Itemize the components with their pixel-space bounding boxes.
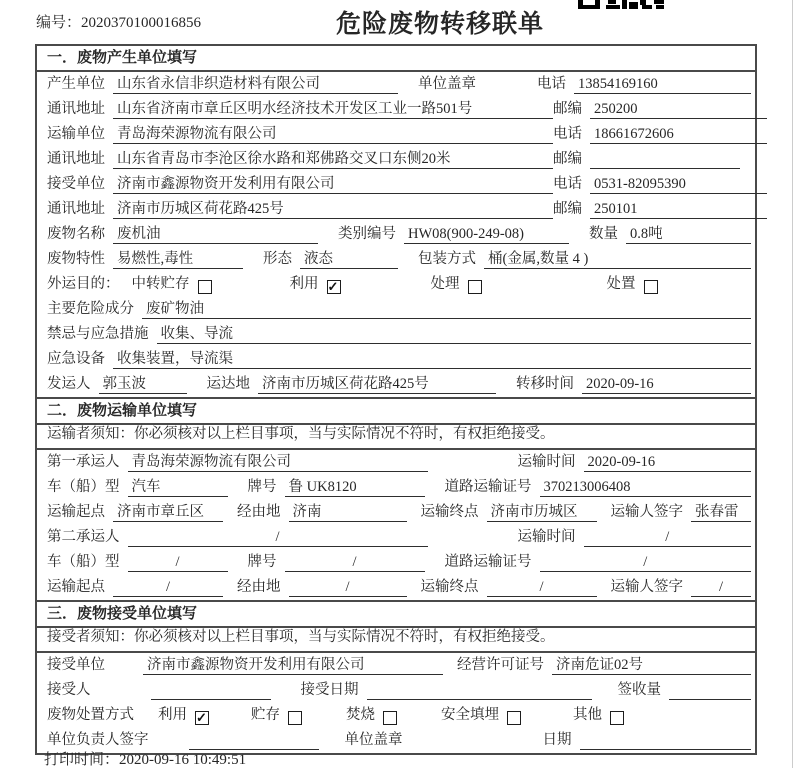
purpose-storage-label: 中转贮存 — [131, 276, 190, 292]
disposal-other-checkbox — [610, 711, 624, 725]
transporter-value: 青岛海荣源物流有限公司 — [113, 125, 553, 144]
row-receiver — [37, 172, 755, 197]
carrier1-value: 青岛海荣源物流有限公司 — [128, 453, 428, 472]
row-accept-unit — [37, 653, 755, 678]
carrier2-permit-value: / — [540, 553, 752, 572]
producer-label: 产生单位 — [47, 76, 105, 92]
packing-value: 桶(金属,数量 4 ) — [484, 250, 751, 269]
purpose-storage-checkbox — [198, 280, 212, 294]
receipt-amount-label: 签收量 — [617, 682, 661, 698]
row-disposal-method — [37, 703, 755, 728]
carrier1-time-value: 2020-09-16 — [584, 453, 752, 472]
carrier1-plate-value: 鲁 UK8120 — [285, 478, 425, 497]
producer-zip-value: 250200 — [590, 100, 767, 119]
form-state-label: 形态 — [263, 251, 292, 267]
accept-date-label: 接受日期 — [300, 682, 359, 698]
carrier1-via-label: 经由地 — [237, 504, 281, 520]
carrier1-permit-label: 道路运输证号 — [444, 479, 532, 495]
row-transporter — [37, 122, 755, 147]
carrier1-sign-label: 运输人签字 — [610, 504, 683, 520]
transfer-date-label: 转移时间 — [516, 376, 574, 392]
form-state-value: 液态 — [300, 250, 398, 269]
carrier1-sign-value: 张春雷 — [691, 503, 751, 522]
carrier1-vehicle-value: 汽车 — [128, 478, 228, 497]
disposal-utilize-label: 利用 — [158, 707, 187, 723]
carrier2-via-label: 经由地 — [237, 579, 281, 595]
row-producer — [37, 72, 755, 97]
license-label: 经营许可证号 — [457, 657, 544, 673]
qr-code-fragment — [578, 0, 664, 9]
receiver-address-label: 通讯地址 — [47, 201, 105, 217]
row-carrier2-route — [37, 575, 755, 600]
quantity-value: 0.8吨 — [626, 225, 751, 244]
carrier2-vehicle-value: / — [128, 553, 228, 572]
carrier1-end-label: 运输终点 — [420, 504, 479, 520]
transporter-zip-value — [590, 150, 740, 169]
row-hazard-component — [37, 297, 755, 322]
receiver-notice-text: 接受者须知：你必须核对以上栏目事项，当与实际情况不符时，有权拒绝接受。 — [47, 629, 555, 645]
row-recipient — [37, 678, 755, 703]
producer-seal-label: 单位盖章 — [418, 76, 476, 92]
disposal-other-label: 其他 — [573, 707, 602, 723]
producer-value: 山东省永信非织造材料有限公司 — [113, 75, 398, 94]
purpose-option-treat — [431, 275, 482, 294]
shipper-label: 发运人 — [47, 376, 91, 392]
manifest-form-table — [35, 44, 757, 755]
waste-name-value: 废机油 — [113, 225, 318, 244]
carrier2-sign-label: 运输人签字 — [610, 579, 683, 595]
producer-phone-value: 13854169160 — [574, 75, 751, 94]
row-producer-address — [37, 97, 755, 122]
producer-address-label: 通讯地址 — [47, 101, 105, 117]
carrier2-via-value: / — [289, 578, 407, 597]
hazard-component-label: 主要危险成分 — [47, 301, 134, 317]
receiver-phone-value: 0531-82095390 — [590, 175, 767, 194]
emergency-equipment-label: 应急设备 — [47, 351, 105, 367]
carrier1-time-label: 运输时间 — [517, 454, 576, 470]
carrier2-vehicle-label: 车（船）型 — [47, 554, 120, 570]
disposal-option-other — [573, 706, 624, 725]
carrier2-label: 第二承运人 — [47, 529, 120, 545]
disposal-storage-checkbox — [288, 711, 302, 725]
carrier1-label: 第一承运人 — [47, 454, 120, 470]
carrier1-via-value: 济南 — [289, 503, 407, 522]
accept-unit-value: 济南市鑫源物资开发利用有限公司 — [143, 656, 443, 675]
section1-title: 一．废物产生单位填写 — [37, 46, 755, 72]
row-carrier2-vehicle — [37, 550, 755, 575]
transporter-phone-value: 18661672606 — [590, 125, 767, 144]
disposal-storage-label: 贮存 — [251, 707, 280, 723]
license-value: 济南危证02号 — [552, 656, 751, 675]
purpose-treat-label: 处理 — [430, 276, 460, 292]
row-transfer-purpose — [37, 272, 755, 297]
sign-date-value — [580, 731, 752, 750]
sign-date-label: 日期 — [542, 732, 572, 748]
category-label: 类别编号 — [338, 226, 396, 242]
row-carrier2 — [37, 525, 755, 550]
row-receiver-address — [37, 197, 755, 222]
carrier2-permit-label: 道路运输证号 — [444, 554, 532, 570]
disposal-utilize-checkbox — [195, 711, 209, 725]
disposal-landfill-label: 安全填埋 — [441, 707, 499, 723]
transporter-label: 运输单位 — [47, 126, 105, 142]
row-transporter-notice — [37, 425, 755, 450]
row-shipper — [37, 372, 755, 397]
document-number-value: 2020370100016856 — [81, 15, 202, 31]
transporter-address-label: 通讯地址 — [47, 151, 105, 167]
producer-zip-label: 邮编 — [553, 101, 582, 117]
row-carrier1 — [37, 450, 755, 475]
carrier2-origin-label: 运输起点 — [47, 579, 105, 595]
print-time — [44, 748, 246, 769]
disposal-method-label: 废物处置方式 — [47, 707, 134, 723]
carrier2-value: / — [128, 528, 428, 547]
row-transporter-address — [37, 147, 755, 172]
category-value: HW08(900-249-08) — [404, 225, 569, 244]
receipt-amount-value — [669, 681, 751, 700]
disposal-option-incinerate — [346, 706, 397, 725]
transporter-address-value: 山东省青岛市李沧区徐水路和郑佛路交叉口东侧20米 — [113, 150, 553, 169]
disposal-option-utilize — [158, 706, 209, 725]
hazard-component-value: 废矿物油 — [142, 300, 751, 319]
transporter-notice-text: 运输者须知：你必须核对以上栏目事项，当与实际情况不符时，有权拒绝接受。 — [47, 426, 555, 442]
row-receiver-notice — [37, 628, 755, 653]
page-edge-line — [792, 0, 793, 768]
destination-label: 运达地 — [206, 376, 250, 392]
purpose-dispose-checkbox — [644, 280, 658, 294]
purpose-utilize-label: 利用 — [289, 276, 319, 292]
carrier1-vehicle-label: 车（船）型 — [47, 479, 120, 495]
carrier2-end-value: / — [487, 578, 597, 597]
print-time-value: 2020-09-16 10:49:51 — [119, 752, 247, 768]
disposal-incinerate-label: 焚烧 — [346, 707, 375, 723]
transporter-zip-label: 邮编 — [553, 151, 582, 167]
accept-date-value — [367, 681, 592, 700]
carrier2-plate-label: 牌号 — [247, 554, 277, 570]
purpose-dispose-label: 处置 — [606, 276, 636, 292]
receiver-value: 济南市鑫源物资开发利用有限公司 — [113, 175, 553, 194]
section2-title: 二．废物运输单位填写 — [37, 397, 755, 425]
carrier2-origin-value: / — [113, 578, 223, 597]
waste-character-value: 易燃性,毒性 — [113, 250, 243, 269]
row-emergency-equipment — [37, 347, 755, 372]
receiver-address-value: 济南市历城区荷花路425号 — [113, 200, 553, 219]
page-title: 危险废物转移联单 — [335, 11, 544, 38]
receiver-label: 接受单位 — [47, 176, 105, 192]
section3-title: 三．废物接受单位填写 — [37, 600, 755, 628]
transporter-phone-label: 电话 — [553, 126, 582, 142]
waste-name-label: 废物名称 — [47, 226, 105, 242]
receiver-zip-label: 邮编 — [553, 201, 582, 217]
disposal-incinerate-checkbox — [383, 711, 397, 725]
recipient-label: 接受人 — [47, 682, 91, 698]
carrier1-end-value: 济南市历城区 — [487, 503, 597, 522]
shipper-value: 郭玉波 — [99, 375, 187, 394]
disposal-option-storage — [251, 706, 302, 725]
carrier2-sign-value: / — [691, 578, 751, 597]
transfer-purpose-label: 外运目的： — [47, 276, 120, 292]
purpose-option-dispose — [607, 275, 658, 294]
accept-unit-label: 接受单位 — [47, 657, 105, 673]
carrier2-plate-value: / — [285, 553, 425, 572]
row-taboo-measures — [37, 322, 755, 347]
producer-address-value: 山东省济南市章丘区明水经济技术开发区工业一路501号 — [113, 100, 553, 119]
carrier1-origin-label: 运输起点 — [47, 504, 105, 520]
quantity-label: 数量 — [589, 226, 618, 242]
carrier2-time-value: / — [584, 528, 752, 547]
receiver-phone-label: 电话 — [553, 176, 582, 192]
carrier1-origin-value: 济南市章丘区 — [113, 503, 223, 522]
taboo-measures-label: 禁忌与应急措施 — [47, 326, 149, 342]
taboo-measures-value: 收集、导流 — [157, 325, 752, 344]
carrier2-time-label: 运输时间 — [517, 529, 576, 545]
row-carrier1-vehicle — [37, 475, 755, 500]
waste-character-label: 废物特性 — [47, 251, 105, 267]
carrier2-end-label: 运输终点 — [420, 579, 479, 595]
purpose-treat-checkbox — [468, 280, 482, 294]
row-waste-character — [37, 247, 755, 272]
destination-value: 济南市历城区荷花路425号 — [258, 375, 496, 394]
carrier1-permit-value: 370213006408 — [540, 478, 752, 497]
document-number-label: 编号： — [36, 15, 82, 31]
emergency-equipment-value: 收集装置，导流渠 — [113, 350, 751, 369]
row-waste-name — [37, 222, 755, 247]
receiver-zip-value: 250101 — [590, 200, 767, 219]
recipient-value — [151, 681, 271, 700]
producer-phone-label: 电话 — [537, 76, 566, 92]
carrier1-plate-label: 牌号 — [247, 479, 277, 495]
print-time-label: 打印时间： — [44, 752, 120, 768]
unit-seal-label: 单位盖章 — [344, 732, 403, 748]
transfer-date-value: 2020-09-16 — [582, 375, 751, 394]
packing-label: 包装方式 — [418, 251, 476, 267]
purpose-option-utilize — [290, 275, 341, 294]
purpose-option-storage — [132, 275, 212, 294]
purpose-utilize-checkbox — [327, 280, 341, 294]
head-signature-label: 单位负责人签字 — [47, 732, 149, 748]
disposal-option-landfill — [441, 706, 521, 725]
disposal-landfill-checkbox — [507, 711, 521, 725]
row-carrier1-route — [37, 500, 755, 525]
